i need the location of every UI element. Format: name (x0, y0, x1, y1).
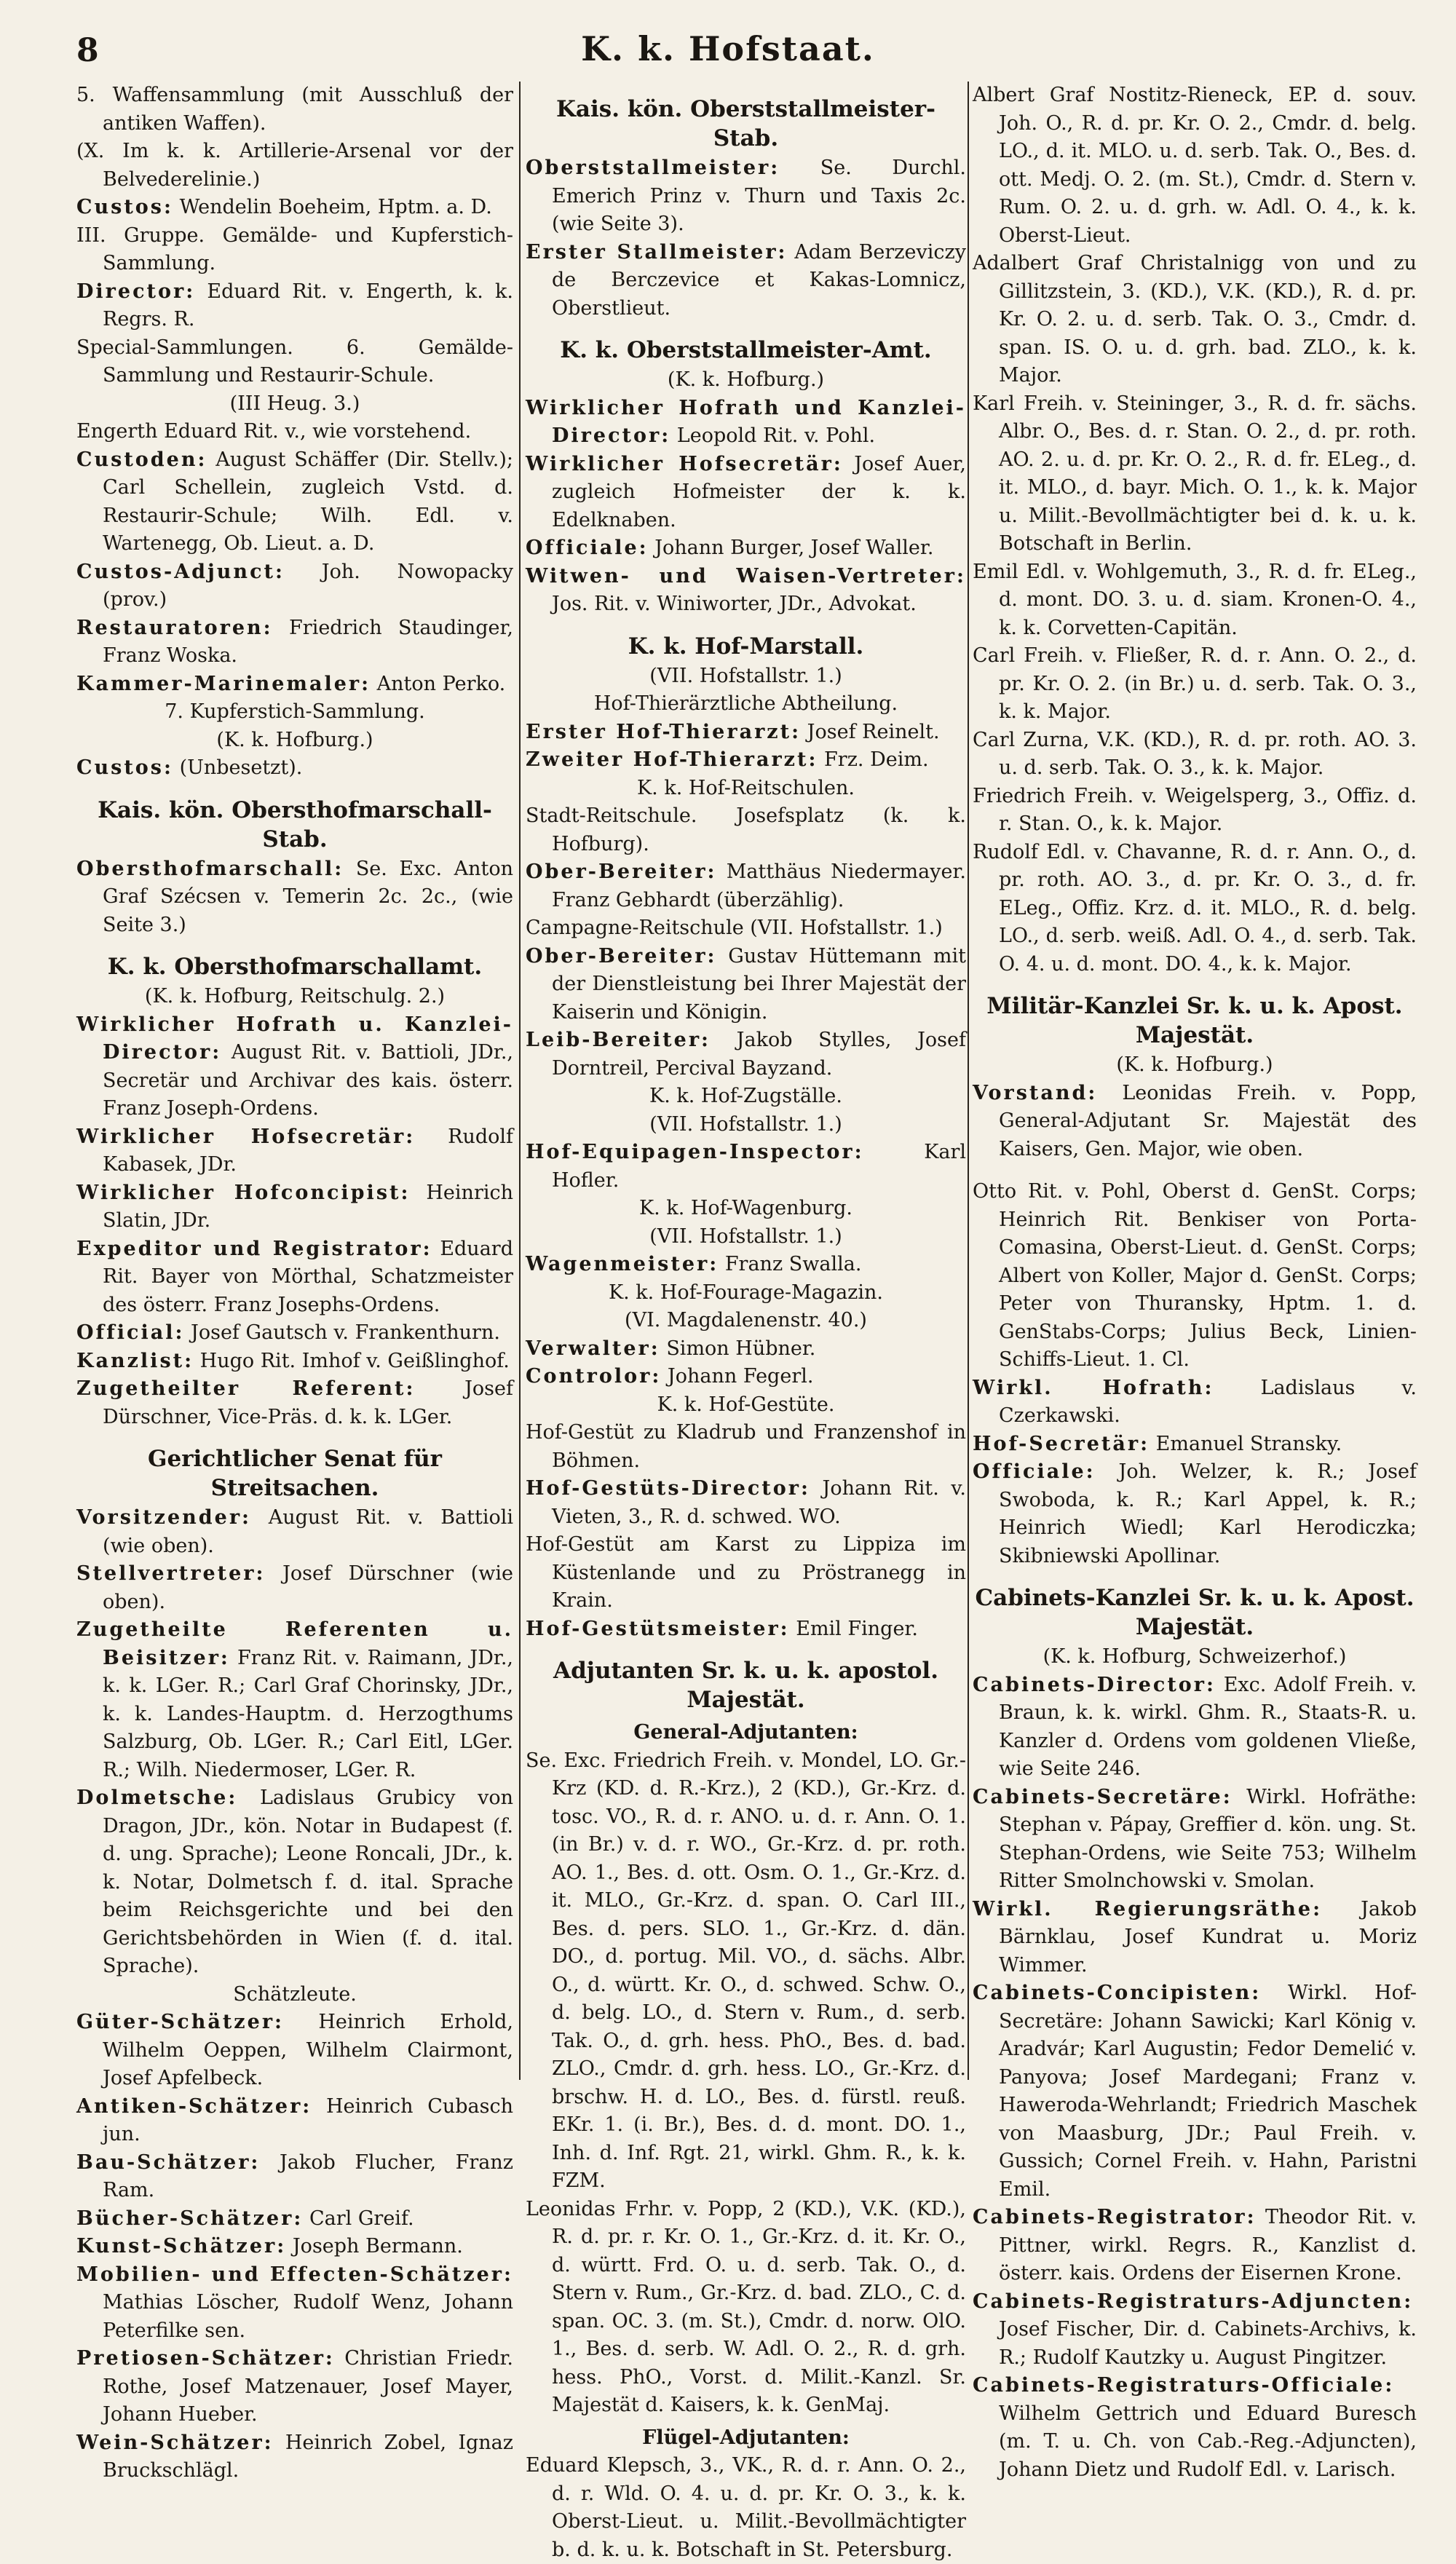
entry-label: Witwen- und Waisen-Vertreter: (526, 564, 966, 587)
entry-label: Officiale: (973, 1460, 1096, 1483)
entry-label: Vorstand: (973, 1081, 1098, 1104)
entry-text: Mathias Löscher, Rudolf Wenz, Johann Peterfilke sen. (103, 2291, 513, 2342)
directory-entry (973, 1431, 1417, 1459)
entry-text: Carl Zurna, V.K. (KD.), R. d. pr. roth. AO. 3. u. d. serb. Tak. O. 3., k. k. Major. (973, 728, 1417, 779)
entry-text: Eduard Klepsch, 3., VK., R. d. r. Ann. O. 2., d. r. Wld. O. 4. u. d. pr. Kr. O. 3., k. k. Oberst-Lieut. u. Milit.-Bevollmächtigter b. d. k. u. k. Botschaft in St. Petersburg. (526, 2454, 966, 2561)
section-heading: K. k. Hof-Marstall. (628, 633, 864, 660)
directory-entry (76, 558, 513, 614)
section-heading: Kais. kön. Oberststallmeister-Stab. (555, 96, 936, 151)
entry-text: Johann Fegerl. (667, 1365, 814, 1388)
centered-line: (VI. Magdalenenstr. 40.) (625, 1309, 867, 1332)
directory-entry (973, 390, 1417, 558)
directory-entry (76, 2093, 513, 2149)
directory-entry (526, 534, 966, 563)
centered-line: K. k. Hof-Fourage-Magazin. (608, 1281, 884, 1304)
directory-entry (526, 451, 966, 535)
centered-line: (K. k. Hofburg.) (1116, 1053, 1273, 1076)
entry-label: Wirkl. Hofrath: (973, 1376, 1214, 1399)
directory-entry (526, 719, 966, 747)
entry-label: Pretiosen-Schätzer: (76, 2347, 335, 2370)
directory-entry (76, 1348, 513, 1376)
directory-entry (526, 746, 966, 775)
entry-text: Engerth Eduard Rit. v., wie vorstehend. (76, 420, 472, 443)
directory-entry (973, 2204, 1417, 2288)
directory-entry (76, 2149, 513, 2205)
entry-label: Cabinets-Director: (973, 1673, 1216, 1696)
entry-text: Johann Burger, Josef Waller. (654, 537, 934, 559)
directory-entry (76, 2233, 513, 2261)
subsection-heading: General-Adjutanten: (633, 1721, 858, 1744)
entry-label: Cabinets-Registrator: (973, 2206, 1257, 2228)
centered-line: K. k. Hof-Gestüte. (657, 1393, 835, 1416)
spacer (973, 1163, 1417, 1178)
entry-text: Leonidas Frhr. v. Popp, 2 (KD.), V.K. (KD.), R. d. pr. r. Kr. O. 1., Gr.-Krz. d. it. Kr. O., d. württ. Frd. O. u. d. serb. Tak. O., d. Stern v. Rum., Gr.-Krz. d. bad. ZLO., C. d. span. OC. 3. (m. St.), Cmdr. d. norw. OlO. 1., Bes. d. serb. W. Adl. O. 2., R. d. grh. hess. PhO., Vorst. d. Milit.-Kanzl. Sr. Majestät d. Kaisers, k. k. GenMaj. (526, 2197, 966, 2416)
directory-entry (76, 1235, 513, 1320)
entry-text: Josef Dürschner, Vice-Präs. d. k. k. LGer. (103, 1377, 513, 1428)
entry-text: Carl Greif. (309, 2207, 414, 2230)
entry-label: Oberststallmeister: (526, 157, 780, 179)
centered-line: (VII. Hofstallstr. 1.) (649, 1112, 842, 1136)
entry-label: Güter-Schätzer: (76, 2011, 285, 2033)
directory-entry (76, 2261, 513, 2346)
entry-label: Custoden: (76, 448, 207, 471)
directory-entry (973, 558, 1417, 643)
centered-line: Schätzleute. (233, 1982, 357, 2006)
entry-text: Eduard Rit. v. Engerth, k. k. Regrs. R. (103, 280, 513, 331)
column-right (973, 82, 1417, 2481)
entry-label: Director: (76, 280, 196, 303)
entry-text: Heinrich Slatin, JDr. (103, 1181, 513, 1232)
running-head: K. k. Hofstaat. (581, 29, 875, 68)
entry-text: Wirkl. Hofräthe: Stephan v. Pápay, Greffier d. kön. ung. St. Stephan-Ordens, wie Seite 753; Wilhelm Ritter Smolnchowski v. Smolan. (999, 1785, 1417, 1892)
entry-text: Josef Gautsch v. Frankenthurn. (191, 1321, 500, 1344)
section-heading: K. k. Oberststallmeister-Amt. (560, 337, 932, 363)
directory-entry (526, 1615, 966, 1644)
directory-entry (973, 1896, 1417, 1980)
directory-entry (973, 2288, 1417, 2373)
entry-text: Franz Rit. v. Raimann, JDr., k. k. LGer. R.; Carl Graf Chorinsky, JDr., k. k. Landes-Hauptm. d. Herzogthums Salzburg, Ob. LGer. R.; Carl Eitl, LGer. R.; Wilh. Niedermoser, LGer. R. (103, 1646, 514, 1781)
entry-label: Kanzlist: (76, 1349, 194, 1372)
directory-entry (526, 1475, 966, 1531)
entry-text: Exc. Adolf Freih. v. Braun, k. k. wirkl. Ghm. R., Staats-R. u. Kanzler d. Ordens vom goldenen Vließe, wie Seite 246. (999, 1673, 1417, 1780)
entry-text: Adalbert Graf Christalnigg von und zu Gillitzstein, 3. (KD.), V.K. (KD.), R. d. pr. Kr. O. 2. u. d. serb. Tak. O. 3., Cmdr. d. span. IS. O. u. d. grh. bad. ZLO., k. k. Major. (973, 252, 1417, 387)
entry-text: Adam Berzeviczy de Berczevice et Kakas-Lomnicz, Oberstlieut. (552, 240, 966, 320)
entry-label: Custos: (76, 196, 173, 218)
entry-label: Cabinets-Secretäre: (973, 1785, 1233, 1808)
directory-entry (76, 614, 513, 670)
entry-text: Joh. Nowopacky (prov.) (103, 560, 513, 611)
entry-label: Dolmetsche: (76, 1787, 238, 1809)
directory-entry (76, 278, 513, 334)
entry-label: Hof-Secretär: (973, 1432, 1150, 1455)
entry-label: Stellvertreter: (76, 1562, 266, 1585)
entry-text: Christian Friedr. Rothe, Josef Matzenauer, Josef Mayer, Johann Hueber. (103, 2347, 513, 2426)
entry-label: Leib-Bereiter: (526, 1029, 711, 1051)
entry-label: Ober-Bereiter: (526, 944, 717, 968)
entry-label: Hof-Equipagen-Inspector: (526, 1141, 864, 1163)
entry-label: Official: (76, 1321, 185, 1344)
section-heading: Militär-Kanzlei Sr. k. u. k. Apost. Majestät. (986, 993, 1403, 1048)
entry-label: Kammer-Marinemaler: (76, 672, 371, 695)
centered-line: 7. Kupferstich-Sammlung. (165, 700, 425, 723)
directory-entry (526, 914, 966, 943)
entry-text: August Schäffer (Dir. Stellv.); Carl Schellein, zugleich Vstd. d. Restaurir-Schule; Wilh. Edl. v. Wartenegg, Ob. Lieut. a. D. (103, 448, 513, 555)
entry-label: Wirklicher Hofrath u. Kanzlei-Director: (76, 1013, 513, 1064)
directory-entry (76, 1375, 513, 1431)
directory-entry (76, 138, 513, 194)
entry-label: Bücher-Schätzer: (76, 2207, 304, 2230)
directory-entry (973, 2372, 1417, 2484)
entry-label: Zweiter Hof-Thierarzt: (526, 748, 818, 771)
column-middle (526, 82, 966, 2561)
entry-text: Jakob Flucher, Franz Ram. (103, 2150, 513, 2201)
entry-text: Otto Rit. v. Pohl, Oberst d. GenSt. Corps; Heinrich Rit. Benkiser von Porta-Comasina, Oberst-Lieut. d. GenSt. Corps; Albert von Koller, Major d. GenSt. Corps; Peter von Thuransky, Hptm. 1. d. GenStabs-Corps; Julius Beck, Linien-Schiffs-Lieut. 1. Cl. (973, 1180, 1417, 1371)
directory-entry (526, 239, 966, 323)
entry-text: Se. Exc. Anton Graf Szécsen v. Temerin 2c. 2c., (wie Seite 3.) (103, 857, 513, 936)
entry-text: Josef Dürschner (wie oben). (103, 1562, 513, 1613)
entry-text: Heinrich Erhold, Wilhelm Oeppen, Wilhelm Clairmont, Josef Apfelbeck. (103, 2011, 513, 2089)
entry-label: Zugetheilter Referent: (76, 1377, 416, 1400)
centered-line: K. k. Hof-Wagenburg. (639, 1197, 852, 1219)
entry-text: Wendelin Boeheim, Hptm. a. D. (179, 196, 492, 218)
directory-entry (973, 1178, 1417, 1374)
entry-label: Mobilien- und Effecten-Schätzer: (76, 2263, 513, 2286)
entry-text: (X. Im k. k. Artillerie-Arsenal vor der Belvederelinie.) (76, 140, 513, 191)
entry-label: Cabinets-Concipisten: (973, 1982, 1262, 2004)
entry-label: Controlor: (526, 1365, 662, 1388)
entry-text: Hof-Gestüt am Karst zu Lippiza im Küstenlande und zu Pröstranegg in Krain. (526, 1533, 966, 1612)
centered-line: (VII. Hofstallstr. 1.) (649, 1224, 842, 1248)
directory-entry (973, 783, 1417, 839)
entry-text: Albert Graf Nostitz-Rieneck, EP. d. souv. Joh. O., R. d. pr. Kr. O. 2., Cmdr. d. belg. LO., d. it. MLO. u. d. serb. Tak. O., Bes. d. ott. Medj. O. 2. (m. St.), Cmdr. d. Stern v. Rum. O. 2. u. d. grh. w. Adl. O. 4., k. k. Oberst-Lieut. (973, 84, 1417, 247)
directory-entry (526, 1363, 966, 1391)
entry-text: Eduard Rit. Bayer von Mörthal, Schatzmeister des österr. Franz Josephs-Ordens. (103, 1237, 513, 1316)
entry-text: August Rit. v. Battioli (wie oben). (103, 1506, 513, 1557)
directory-entry (973, 1080, 1417, 1164)
directory-entry (76, 334, 513, 390)
entry-label: Wirklicher Hofsecretär: (526, 452, 843, 475)
entry-text: Karl Hofler. (552, 1141, 966, 1192)
section-heading: Cabinets-Kanzlei Sr. k. u. k. Apost. Majestät. (975, 1585, 1415, 1640)
directory-entry (76, 194, 513, 222)
directory-entry (973, 642, 1417, 727)
entry-text: Ladislaus Grubicy von Dragon, JDr., kön. Notar in Budapest (f. d. ung. Sprache); Leone Roncali, JDr., k. k. Notar, Dolmetsch f. d. ital. Sprache beim Reichsgerichte und bei den Gerichtsbehörden in Wien (f. d. ital. Sprache). (103, 1787, 513, 1977)
directory-entry (76, 2009, 513, 2093)
directory-entry (76, 2429, 513, 2485)
directory-entry (76, 670, 513, 699)
entry-label: Wein-Schätzer: (76, 2431, 274, 2454)
entry-text: Josef Reinelt. (807, 720, 940, 743)
entry-text: Johann Rit. v. Vieten, 3., R. d. schwed. WO. (552, 1477, 966, 1528)
entry-text: Emil Edl. v. Wohlgemuth, 3., R. d. fr. ELeg., d. mont. DO. 3. u. d. siam. Kronen-O. 4., k. k. Corvetten-Capitän. (973, 560, 1417, 639)
entry-text: Simon Hübner. (666, 1337, 816, 1360)
directory-entry (76, 1319, 513, 1348)
entry-text: Emil Finger. (796, 1617, 918, 1640)
directory-entry (76, 1560, 513, 1616)
entry-text: Jakob Bärnklau, Josef Kundrat u. Moriz Wimmer. (999, 1897, 1417, 1977)
entry-text: Se. Exc. Friedrich Freih. v. Mondel, LO. Gr.-Krz (KD. d. R.-Krz.), 2 (KD.), Gr.-Krz. d. tosc. VO., R. d. r. ANO. u. d. r. Ann. O. 1. (in Br.) v. d. r. WO., Gr.-Krz. d. pr. roth. AO. 1., Bes. d. ott. Osm. O. 1., Gr.-Krz. d. it. MLO., Gr.-Krz. d. span. O. Carl III., Bes. d. pers. SLO. 1., Gr.-Krz. d. dän. DO., d. portug. Mil. VO., d. sächs. Albr. O., d. württ. Kr. O., d. schwed. Schw. O., d. belg. LO., d. Stern v. Rum., d. serb. Tak. O., d. grh. hess. PhO., Bes. d. bad. ZLO., Cmdr. d. grh. hess. LO., Gr.-Krz. d. brschw. H. d. LO., Bes. d. fürstl. reuß. EKr. 1. (i. Br.), Bes. d. d. mont. DO. 1., Inh. d. Inf. Rgt. 21, wirkl. Ghm. R., k. k. FZM. (526, 1749, 966, 2192)
entry-label: Ober-Bereiter: (526, 860, 717, 883)
entry-text: III. Gruppe. Gemälde- und Kupferstich-Sammlung. (76, 223, 513, 274)
directory-entry (973, 250, 1417, 390)
directory-entry (973, 1671, 1417, 1784)
entry-label: Bau-Schätzer: (76, 2150, 261, 2174)
directory-entry (973, 839, 1417, 979)
entry-label: Restauratoren: (76, 616, 273, 639)
directory-entry (526, 1139, 966, 1195)
entry-label: Wirklicher Hofsecretär: (76, 1125, 416, 1148)
entry-label: Erster Stallmeister: (526, 240, 788, 264)
directory-entry (526, 1747, 966, 2196)
entry-text: Stadt-Reitschule. Josefsplatz (k. k. Hofburg). (526, 804, 966, 855)
directory-entry (76, 2205, 513, 2233)
directory-entry (76, 855, 513, 940)
entry-text: Wirkl. Hof-Secretäre: Johann Sawicki; Karl König v. Aradvár; Karl Augustin; Fedor Demelić v. Panyova; Josef Mardegani; Franz v. Haweroda-Wehrlandt; Friedrich Maschek von Maasburg, JDr.; Paul Freih. v. Gussich; Cornel Freih. v. Hahn, Paristni Emil. (999, 1982, 1417, 2201)
centered-line: (K. k. Hofburg.) (216, 728, 373, 751)
column-left (76, 82, 514, 2482)
directory-entry (526, 1026, 966, 1083)
entry-text: Campagne-Reitschule (VII. Hofstallstr. 1.) (526, 917, 943, 939)
entry-label: Hof-Gestüts-Director: (526, 1477, 810, 1500)
directory-entry (973, 727, 1417, 783)
directory-entry (526, 1419, 966, 1475)
entry-text: Wilhelm Gettrich und Eduard Buresch (m. T. u. Ch. von Cab.-Reg.-Adjuncten), Johann Dietz und Rudolf Edl. v. Larisch. (999, 2402, 1417, 2481)
entry-label: Antiken-Schätzer: (76, 2094, 312, 2118)
directory-entry (526, 395, 966, 451)
centered-line: (K. k. Hofburg, Reitschulg. 2.) (144, 985, 446, 1008)
centered-line: K. k. Hof-Zugställe. (649, 1085, 842, 1107)
centered-line: (K. k. Hofburg, Schweizerhof.) (1042, 1645, 1347, 1668)
entry-label: Wirklicher Hofconcipist: (76, 1181, 411, 1204)
directory-entry (526, 1251, 966, 1279)
directory-entry (973, 1784, 1417, 1896)
entry-label: Zugetheilte Referenten u. Beisitzer: (76, 1618, 513, 1669)
entry-label: Cabinets-Registraturs-Adjuncten: (973, 2290, 1414, 2313)
entry-text: Hof-Gestüt zu Kladrub und Franzenshof in Böhmen. (526, 1421, 966, 1472)
entry-text: Rudolf Kabasek, JDr. (103, 1125, 513, 1176)
entry-text: Ladislaus v. Czerkawski. (999, 1376, 1417, 1427)
directory-entry (973, 1374, 1417, 1431)
entry-text: Hugo Rit. Imhof v. Geißlinghof. (199, 1349, 510, 1372)
entry-text: Heinrich Zobel, Ignaz Bruckschlägl. (103, 2431, 513, 2482)
directory-entry (973, 82, 1417, 250)
section-heading: Kais. kön. Obersthofmarschall-Stab. (98, 796, 492, 852)
entry-label: Cabinets-Registraturs-Officiale: (973, 2374, 1395, 2397)
entry-text: Jos. Rit. v. Winiworter, JDr., Advokat. (552, 593, 917, 615)
entry-text: 5. Waffensammlung (mit Ausschluß der antiken Waffen). (76, 84, 513, 135)
entry-text: Se. Durchl. Emerich Prinz v. Thurn und Taxis 2c. (wie Seite 3). (552, 157, 966, 235)
centered-line: (K. k. Hofburg.) (667, 368, 825, 391)
entry-text: Franz Swalla. (724, 1253, 862, 1275)
centered-line: K. k. Hof-Reitschulen. (637, 776, 855, 799)
directory-entry (526, 1335, 966, 1364)
subsection-heading: Flügel-Adjutanten: (642, 2426, 850, 2449)
directory-entry (973, 1458, 1417, 1570)
entry-label: Wirklicher Hofrath und Kanzlei-Director: (526, 396, 966, 447)
entry-text: Friedrich Freih. v. Weigelsperg, 3., Offiz. d. r. Stan. O., k. k. Major. (973, 784, 1417, 835)
directory-entry (76, 1616, 513, 1784)
entry-text: August Rit. v. Battioli, JDr., Secretär und Archivar des kais. österr. Franz Joseph-Ordens. (103, 1041, 513, 1120)
entry-label: Kunst-Schätzer: (76, 2235, 287, 2258)
directory-entry (76, 446, 513, 558)
entry-label: Erster Hof-Thierarzt: (526, 720, 802, 743)
centered-line: (III Heug. 3.) (229, 392, 360, 415)
entry-text: Matthäus Niedermayer. Franz Gebhardt (überzählig). (552, 860, 966, 911)
directory-entry (76, 222, 513, 278)
directory-entry (526, 943, 966, 1027)
entry-label: Expeditor und Registrator: (76, 1237, 432, 1260)
entry-text: Joseph Bermann. (292, 2235, 463, 2258)
directory-entry (76, 418, 513, 446)
centered-line: (VII. Hofstallstr. 1.) (649, 664, 842, 687)
column-divider (968, 82, 969, 2080)
entry-label: Hof-Gestütsmeister: (526, 1617, 790, 1640)
page-number: 8 (76, 32, 99, 69)
entry-text: Josef Auer, zugleich Hofmeister der k. k. Edelknaben. (552, 452, 966, 531)
entry-label: Custos: (76, 756, 173, 779)
entry-text: Carl Freih. v. Fließer, R. d. r. Ann. O. 2., d. pr. Kr. O. 2. (in Br.) u. d. serb. Tak. O. 3., k. k. Major. (973, 644, 1417, 723)
directory-entry (76, 1504, 513, 1560)
directory-entry (526, 154, 966, 239)
entry-label: Verwalter: (526, 1337, 660, 1360)
entry-text: Theodor Rit. v. Pittner, wirkl. Regrs. R., Kanzlist d. österr. kais. Ordens der Eisernen Krone. (999, 2206, 1417, 2284)
entry-label: Officiale: (526, 537, 649, 559)
entry-text: Josef Fischer, Dir. d. Cabinets-Archivs, k. R.; Rudolf Kautzky u. August Pingitzer. (999, 2318, 1417, 2369)
entry-text: Friedrich Staudinger, Franz Woska. (103, 616, 513, 667)
entry-text: Heinrich Cubasch jun. (103, 2094, 513, 2145)
directory-entry (76, 1179, 513, 1235)
directory-entry (76, 82, 513, 138)
directory-entry (76, 2345, 513, 2429)
entry-text: Gustav Hüttemann mit der Dienstleistung bei Ihrer Majestät der Kaiserin und Königin. (552, 944, 966, 1024)
directory-entry (973, 1979, 1417, 2204)
entry-text: Leopold Rit. v. Pohl. (676, 424, 876, 447)
directory-entry (526, 802, 966, 858)
entry-text: Frz. Deim. (824, 748, 929, 771)
entry-label: Vorsitzender: (76, 1506, 252, 1529)
directory-entry (76, 1784, 513, 1981)
column-divider (519, 82, 521, 2080)
directory-entry (526, 1531, 966, 1615)
entry-label: Wirkl. Regierungsräthe: (973, 1897, 1323, 1920)
entry-label: Custos-Adjunct: (76, 560, 285, 583)
entry-text: Karl Freih. v. Steininger, 3., R. d. fr. sächs. Albr. O., Bes. d. r. Stan. O. 2., d. pr. roth. AO. 2. u. d. pr. Kr. O. 2., R. d. fr. ELeg., d. it. MLO., d. bayr. Mich. O. 1., k. k. Major u. Milit.-Bevollmächtigter bei d. k. u. k. Botschaft in Berlin. (973, 392, 1417, 555)
entry-text: (Unbesetzt). (179, 756, 303, 779)
directory-entry (526, 563, 966, 619)
section-heading: Gerichtlicher Senat für Streitsachen. (148, 1446, 442, 1501)
entry-label: Wagenmeister: (526, 1253, 719, 1275)
section-heading: K. k. Obersthofmarschallamt. (107, 954, 483, 980)
directory-entry (526, 2452, 966, 2564)
entry-text: Rudolf Edl. v. Chavanne, R. d. r. Ann. O., d. pr. roth. AO. 3., d. pr. Kr. O. 3., d. fr. ELeg., Offiz. Krz. d. it. MLO., R. d. belg. LO., d. serb. weiß. Adl. O. 4., d. serb. Tak. O. 4. u. d. mont. DO. 4., k. k. Major. (973, 840, 1417, 976)
directory-entry (526, 2196, 966, 2420)
entry-text: Leonidas Freih. v. Popp, General-Adjutant Sr. Majestät des Kaisers, Gen. Major, wie oben. (999, 1081, 1417, 1160)
directory-entry (76, 1123, 513, 1179)
entry-text: Jakob Stylles, Josef Dorntreil, Percival Bayzand. (552, 1029, 966, 1080)
entry-label: Obersthofmarschall: (76, 857, 344, 880)
entry-text: Emanuel Stransky. (1155, 1432, 1342, 1455)
section-heading: Adjutanten Sr. k. u. k. apostol. Majestät. (553, 1658, 938, 1713)
directory-entry (526, 858, 966, 914)
entry-text: Joh. Welzer, k. R.; Josef Swoboda, k. R.; Karl Appel, k. R.; Heinrich Wiedl; Karl Herodiczka; Skibniewski Apollinar. (999, 1460, 1417, 1567)
directory-entry (76, 1011, 513, 1123)
entry-text: Special-Sammlungen. 6. Gemälde-Sammlung und Restaurir-Schule. (76, 336, 513, 387)
centered-line: Hof-Thierärztliche Abtheilung. (593, 692, 898, 715)
directory-entry (76, 754, 513, 783)
entry-text: Anton Perko. (376, 672, 506, 695)
